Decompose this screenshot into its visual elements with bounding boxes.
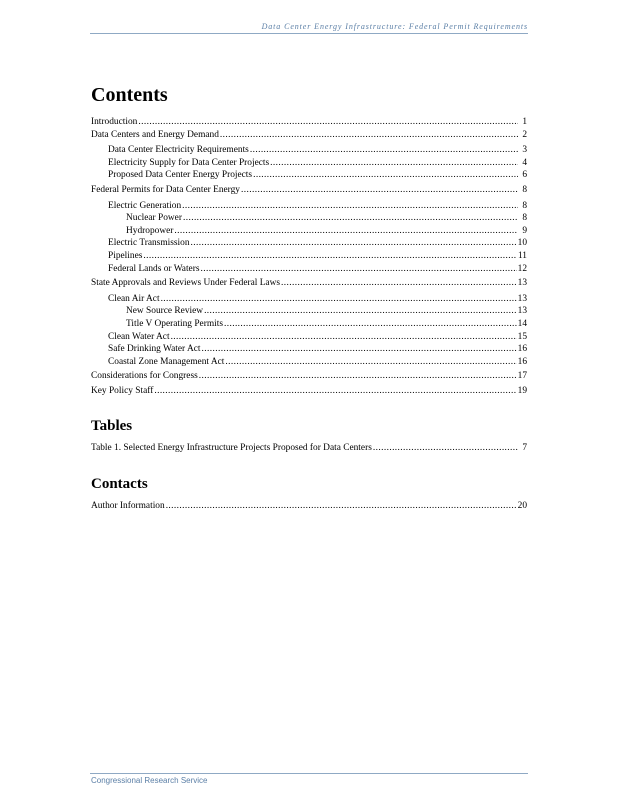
toc-entry[interactable] [91,318,527,331]
toc-entry-page: 8 [522,200,527,211]
toc-entry-label: Clean Air Act [108,293,160,304]
toc-entry-page: 7 [522,443,527,454]
toc-entry-page: 17 [517,371,527,382]
dot-leader [250,144,518,157]
dot-leader [143,250,517,263]
dot-leader [199,370,517,383]
toc-entry[interactable] [91,250,527,263]
toc-entry-page: 11 [517,250,527,261]
toc-entry-page: 12 [517,263,527,274]
toc-entry[interactable] [91,225,527,238]
toc-entry-label: Coastal Zone Management Act [108,356,225,367]
dot-leader [182,200,518,213]
toc-entry[interactable] [91,144,527,157]
toc-entry-label: Electricity Supply for Data Center Projects [108,157,270,168]
toc-entry[interactable] [91,212,527,225]
dot-leader [161,293,517,306]
toc-entry-page: 13 [517,293,527,304]
toc-entry-page: 2 [522,129,527,140]
header-rule [90,33,528,34]
dot-leader [220,129,518,142]
dot-leader [183,212,518,225]
toc-entry-label: Hydropower [126,225,174,236]
dot-leader [201,263,517,276]
toc-entry-page: 4 [522,157,527,168]
toc-entry-label: Data Centers and Energy Demand [91,129,219,140]
toc-entry-page: 15 [517,331,527,342]
toc-entry[interactable] [91,277,527,290]
dot-leader [373,442,518,455]
toc-entry-page: 9 [522,225,527,236]
toc-entry[interactable] [91,129,527,142]
dot-leader [225,356,516,369]
dot-leader [224,318,517,331]
contacts-heading: Contacts [91,476,148,493]
dot-leader [281,277,517,290]
dot-leader [174,225,518,238]
toc-entry-page: 6 [522,170,527,181]
toc-entry-label: Title V Operating Permits [126,318,223,329]
dot-leader [253,169,518,182]
toc-entry-page: 10 [517,238,527,249]
toc-entry[interactable] [91,237,527,250]
dot-leader [191,237,517,250]
toc-entry[interactable] [91,169,527,182]
toc-entry[interactable] [91,184,527,197]
tables-heading: Tables [91,418,133,435]
toc-entry-page: 8 [522,213,527,224]
dot-leader [202,343,517,356]
spacer [91,397,527,418]
document-body [91,84,527,513]
dot-leader [171,331,517,344]
dot-leader [241,184,518,197]
tables-list [91,442,527,455]
toc-entry[interactable] [91,500,527,513]
toc-entry-label: Author Information [91,501,165,512]
toc-entry-label: Pipelines [108,250,143,261]
dot-leader [166,500,517,513]
toc-entry[interactable] [91,442,527,455]
contents-heading: Contents [91,84,168,106]
contacts-list [91,500,527,513]
dot-leader [138,116,518,129]
toc-entry-label: Nuclear Power [126,213,182,224]
toc-entry[interactable] [91,343,527,356]
footer-text: Congressional Research Service [91,776,208,785]
toc-entry-page: 3 [522,145,527,156]
toc-entry-page: 8 [522,184,527,195]
toc-entry-label: Considerations for Congress [91,371,198,382]
spacer [91,455,527,476]
toc-entry[interactable] [91,200,527,213]
toc-entry[interactable] [91,385,527,398]
toc-entry-label: State Approvals and Reviews Under Federal Laws [91,278,281,289]
toc-entry-label: Table 1. Selected Energy Infrastructure Projects Proposed for Data Centers [91,443,372,454]
toc-entry-page: 13 [517,306,527,317]
toc-entry-label: Safe Drinking Water Act [108,344,201,355]
toc-entry[interactable] [91,305,527,318]
toc-entry-page: 16 [517,356,527,367]
footer-rule [90,773,528,774]
toc-entry-label: Federal Permits for Data Center Energy [91,184,240,195]
toc-entry-label: Federal Lands or Waters [108,263,200,274]
dot-leader [204,305,517,318]
toc-entry[interactable] [91,263,527,276]
contents-list [91,116,527,397]
toc-entry-page: 13 [517,278,527,289]
toc-entry[interactable] [91,370,527,383]
toc-entry-page: 14 [517,318,527,329]
toc-entry-label: Introduction [91,117,138,127]
toc-entry-label: Proposed Data Center Energy Projects [108,170,253,181]
running-header: Data Center Energy Infrastructure: Federal Permit Requirements [261,22,528,31]
toc-entry-label: New Source Review [126,306,204,317]
dot-leader [270,157,518,170]
toc-entry[interactable] [91,157,527,170]
toc-entry[interactable] [91,331,527,344]
toc-entry[interactable] [91,356,527,369]
toc-entry[interactable] [91,116,527,129]
toc-entry-label: Clean Water Act [108,331,170,342]
dot-leader [154,385,516,398]
toc-entry-page: 19 [517,385,527,396]
toc-entry-label: Electric Generation [108,200,182,211]
toc-entry-label: Data Center Electricity Requirements [108,145,249,156]
toc-entry[interactable] [91,293,527,306]
toc-entry-page: 20 [517,501,527,512]
toc-entry-page: 1 [522,117,527,127]
toc-entry-label: Electric Transmission [108,238,190,249]
toc-entry-page: 16 [517,344,527,355]
toc-entry-label: Key Policy Staff [91,385,154,396]
